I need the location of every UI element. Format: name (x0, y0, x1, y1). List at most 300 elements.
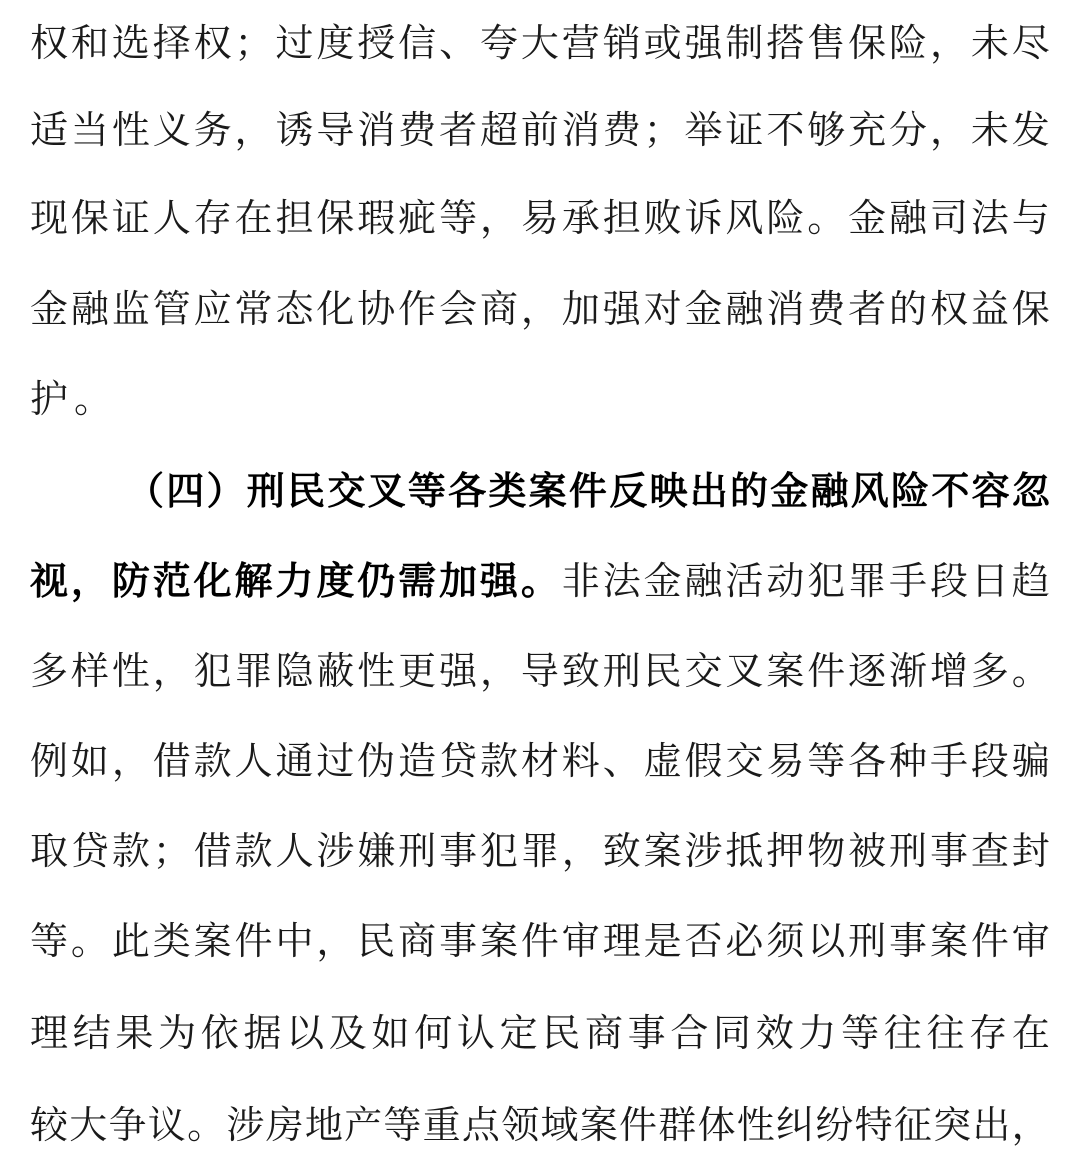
text-char: 保 (316, 196, 355, 240)
text-char: 致 (561, 649, 600, 693)
text-char: 事 (929, 829, 968, 873)
text-char: 销 (602, 21, 641, 65)
text-char: 涉 (316, 829, 355, 873)
text-char: 商 (398, 919, 437, 963)
text-char: 以 (286, 1011, 325, 1055)
text-char: 人 (152, 196, 191, 240)
text-char: 在 (1011, 1011, 1050, 1055)
text-char: 力 (798, 1011, 837, 1055)
text-char: 理 (30, 1011, 69, 1055)
text-char: 融 (810, 469, 849, 513)
text-char: 往 (926, 1011, 965, 1055)
text-char: 体 (697, 1103, 736, 1147)
text-char: 贷 (70, 829, 109, 873)
text-char: 。 (807, 196, 846, 240)
text-char: 件 (234, 919, 273, 963)
text-char: 在 (234, 196, 273, 240)
text-char: 渐 (889, 649, 928, 693)
text-char: 败 (643, 196, 682, 240)
text-char: 大 (69, 1103, 108, 1147)
text-char: 出 (689, 469, 728, 513)
text-char: 审 (1011, 919, 1050, 963)
section-heading-line-1 (30, 456, 1050, 526)
text-char: 费 (807, 287, 846, 331)
text-char: 罪 (848, 559, 887, 603)
text-char: 商 (479, 287, 518, 331)
text-char: 司 (929, 196, 968, 240)
text-char: 险 (889, 21, 928, 65)
paragraph-line-8 (30, 816, 1050, 886)
text-char: 中 (275, 919, 314, 963)
text-char: 假 (684, 739, 723, 783)
text-char: 民 (287, 469, 326, 513)
text-char: 商 (584, 1011, 623, 1055)
text-char: 常 (234, 287, 273, 331)
text-char: 适 (30, 108, 69, 152)
text-char: 案 (193, 919, 232, 963)
text-char: 件 (807, 649, 846, 693)
text-char: ； (643, 108, 682, 152)
text-char: 力 (275, 559, 314, 603)
text-char: ， (561, 829, 600, 873)
text-char: 选 (111, 21, 150, 65)
text-char: 前 (520, 108, 559, 152)
text-char: 事 (889, 919, 928, 963)
text-char: 义 (152, 108, 191, 152)
text-char: 益 (970, 287, 1009, 331)
text-char: 权 (30, 21, 69, 65)
text-char: 刑 (246, 469, 285, 513)
text-char: 贷 (439, 739, 478, 783)
text-char: 者 (439, 108, 478, 152)
text-char: 和 (70, 21, 109, 65)
text-char: 大 (520, 21, 559, 65)
text-char: 隐 (275, 649, 314, 693)
text-char: 刑 (398, 829, 437, 873)
text-char: 等 (407, 469, 446, 513)
text-char: 刑 (602, 649, 641, 693)
text-char: 段 (929, 559, 968, 603)
text-char: 理 (602, 919, 641, 963)
paragraph-line-1 (30, 8, 1050, 78)
text-char: 性 (111, 649, 150, 693)
text-char: 对 (643, 287, 682, 331)
text-char: 款 (193, 739, 232, 783)
text-char: 果 (115, 1011, 154, 1055)
text-char: 何 (414, 1011, 453, 1055)
text-char: 者 (848, 287, 887, 331)
text-char: 活 (725, 559, 764, 603)
text-char: 的 (889, 287, 928, 331)
text-char: （ (126, 469, 165, 513)
text-char: 营 (561, 21, 600, 65)
text-char: 金 (848, 196, 887, 240)
text-char: 多 (970, 649, 1009, 693)
text-char: 法 (970, 196, 1009, 240)
text-char: 种 (889, 739, 928, 783)
text-char: 度 (316, 21, 355, 65)
text-char: 多 (30, 649, 69, 693)
text-char: ， (234, 108, 273, 152)
text-char: 。 (187, 1103, 226, 1147)
text-char: 事 (627, 1011, 666, 1055)
text-char: 会 (439, 287, 478, 331)
text-char: 态 (275, 287, 314, 331)
text-char: 罪 (520, 829, 559, 873)
text-char: 售 (807, 21, 846, 65)
text-char: 犯 (479, 829, 518, 873)
text-char: 叉 (367, 469, 406, 513)
text-char: 被 (848, 829, 887, 873)
text-char: 等 (439, 196, 478, 240)
text-char: 险 (766, 196, 805, 240)
text-char: 造 (398, 739, 437, 783)
text-char: 合 (670, 1011, 709, 1055)
text-char: 趋 (1011, 559, 1050, 603)
text-char: 更 (398, 649, 437, 693)
text-char: 出 (972, 1103, 1011, 1147)
text-char: 日 (970, 559, 1009, 603)
text-char: 样 (70, 649, 109, 693)
text-char: 定 (499, 1011, 538, 1055)
text-char: 。 (1011, 649, 1050, 693)
text-char: 加 (439, 559, 478, 603)
text-char: ， (111, 739, 150, 783)
text-char: 段 (970, 739, 1009, 783)
text-char: 性 (736, 1103, 775, 1147)
text-char: 管 (152, 287, 191, 331)
text-char: 、 (439, 21, 478, 65)
text-char: 未 (970, 21, 1009, 65)
text-char: 借 (152, 739, 191, 783)
text-char: 存 (193, 196, 232, 240)
text-char: 监 (111, 287, 150, 331)
text-char: 以 (807, 919, 846, 963)
text-char: 防 (111, 559, 150, 603)
text-char: 刑 (848, 919, 887, 963)
text-char: ， (479, 196, 518, 240)
text-char: 分 (889, 108, 928, 152)
text-char: 尽 (1011, 21, 1050, 65)
text-char: 逐 (848, 649, 887, 693)
text-char: ， (479, 649, 518, 693)
text-char: 易 (520, 196, 559, 240)
text-char: ， (70, 559, 109, 603)
text-char: 通 (275, 739, 314, 783)
text-char: 诱 (275, 108, 314, 152)
text-char: 刑 (889, 829, 928, 873)
text-char: 手 (889, 559, 928, 603)
text-char: 增 (929, 649, 968, 693)
text-char: 消 (561, 108, 600, 152)
text-char: 查 (970, 829, 1009, 873)
text-char: 发 (1011, 108, 1050, 152)
text-char: 的 (729, 469, 768, 513)
text-char: 件 (568, 469, 607, 513)
text-char: 化 (193, 559, 232, 603)
text-char: 超 (479, 108, 518, 152)
text-char: 嫌 (357, 829, 396, 873)
text-char: 保 (70, 196, 109, 240)
text-char: 法 (602, 559, 641, 603)
text-char: 消 (766, 287, 805, 331)
text-char: 犯 (807, 559, 846, 603)
text-char: 务 (193, 108, 232, 152)
text-char: 涉 (226, 1103, 265, 1147)
text-char: 导 (316, 108, 355, 152)
text-char: 必 (725, 919, 764, 963)
text-char: 纷 (815, 1103, 854, 1147)
text-char: 风 (725, 196, 764, 240)
text-char: 强 (602, 287, 641, 331)
text-char: ， (316, 919, 355, 963)
text-char: 举 (684, 108, 723, 152)
text-char: 金 (643, 559, 682, 603)
text-char: 与 (1011, 196, 1050, 240)
text-char: 案 (528, 469, 567, 513)
text-char: ， (929, 21, 968, 65)
text-char: 罪 (234, 649, 273, 693)
text-char: 依 (200, 1011, 239, 1055)
text-char: 押 (766, 829, 805, 873)
text-char: 性 (111, 108, 150, 152)
text-char: 款 (479, 739, 518, 783)
text-char: 事 (439, 829, 478, 873)
text-char: 证 (111, 196, 150, 240)
text-char: 现 (30, 196, 69, 240)
text-char: 较 (30, 1103, 69, 1147)
text-char: 范 (152, 559, 191, 603)
text-char: 解 (234, 559, 273, 603)
text-char: ； (152, 829, 191, 873)
text-char: 。 (520, 559, 559, 603)
text-char: 是 (643, 919, 682, 963)
text-char: 域 (540, 1103, 579, 1147)
text-char: 视 (30, 559, 69, 603)
text-char: 导 (520, 649, 559, 693)
text-char: 强 (684, 21, 723, 65)
text-char: 抵 (725, 829, 764, 873)
text-char: 件 (970, 919, 1009, 963)
text-char: 同 (713, 1011, 752, 1055)
text-char: 等 (841, 1011, 880, 1055)
text-char: 仍 (357, 559, 396, 603)
paragraph-line-5 (30, 364, 1050, 434)
text-char: 强 (479, 559, 518, 603)
text-char: 犯 (193, 649, 232, 693)
text-char: 人 (234, 739, 273, 783)
text-char: 物 (807, 829, 846, 873)
text-char: 如 (371, 1011, 410, 1055)
text-char: 等 (807, 739, 846, 783)
paragraph-line-9 (30, 906, 1050, 976)
text-char: 保 (848, 21, 887, 65)
text-char: 强 (439, 649, 478, 693)
text-char: 借 (193, 829, 232, 873)
text-char: 重 (422, 1103, 461, 1147)
text-char: 存 (969, 1011, 1008, 1055)
text-char: 融 (725, 287, 764, 331)
text-char: 择 (152, 21, 191, 65)
text-char: 四 (166, 469, 205, 513)
text-char: 担 (275, 196, 314, 240)
text-char: 融 (889, 196, 928, 240)
text-char: ， (929, 108, 968, 152)
text-char: 融 (70, 287, 109, 331)
text-char: 产 (344, 1103, 383, 1147)
text-char: 等 (383, 1103, 422, 1147)
text-char: 或 (643, 21, 682, 65)
text-char: ； (234, 21, 273, 65)
text-char: 往 (883, 1011, 922, 1055)
text-char: ， (152, 649, 191, 693)
text-char: 权 (193, 21, 232, 65)
text-char: 如 (70, 739, 109, 783)
text-char: 蔽 (316, 649, 355, 693)
text-char: 护 (30, 377, 69, 421)
text-char: 此 (111, 919, 150, 963)
text-char: 够 (807, 108, 846, 152)
text-char: 证 (725, 108, 764, 152)
text-char: 未 (970, 108, 1009, 152)
text-char: 应 (193, 287, 232, 331)
text-char: 案 (479, 919, 518, 963)
text-char: 作 (398, 287, 437, 331)
text-char: 为 (158, 1011, 197, 1055)
text-char: 信 (398, 21, 437, 65)
text-char: 映 (649, 469, 688, 513)
text-char: 群 (658, 1103, 697, 1147)
text-char: 。 (74, 377, 113, 421)
text-char: 等 (30, 919, 69, 963)
text-char: 征 (893, 1103, 932, 1147)
text-char: 。 (70, 919, 109, 963)
text-char: ， (1011, 1103, 1050, 1147)
text-char: 取 (30, 829, 69, 873)
text-char: 料 (561, 739, 600, 783)
text-char: 效 (755, 1011, 794, 1055)
text-char: 交 (327, 469, 366, 513)
text-char: 动 (766, 559, 805, 603)
paragraph-line-3 (30, 183, 1050, 253)
text-char: 叉 (725, 649, 764, 693)
text-char: 特 (854, 1103, 893, 1147)
text-char: 民 (542, 1011, 581, 1055)
text-char: 民 (643, 649, 682, 693)
text-char: 款 (111, 829, 150, 873)
text-char: 致 (602, 829, 641, 873)
text-char: 夸 (479, 21, 518, 65)
text-char: 类 (488, 469, 527, 513)
text-char: 及 (328, 1011, 367, 1055)
text-char: 加 (561, 287, 600, 331)
text-char: 消 (357, 108, 396, 152)
text-char: 风 (850, 469, 889, 513)
text-char: 案 (643, 829, 682, 873)
text-char: 权 (929, 287, 968, 331)
text-char: 金 (770, 469, 809, 513)
text-char: 材 (520, 739, 559, 783)
text-char: 反 (609, 469, 648, 513)
text-char: 各 (848, 739, 887, 783)
text-char: 认 (456, 1011, 495, 1055)
text-char: ） (206, 469, 245, 513)
text-char: 类 (152, 919, 191, 963)
text-char: 房 (265, 1103, 304, 1147)
text-char: 款 (234, 829, 273, 873)
text-char: 化 (316, 287, 355, 331)
text-char: ， (520, 287, 559, 331)
text-char: 疵 (398, 196, 437, 240)
text-char: 搭 (766, 21, 805, 65)
text-char: 结 (72, 1011, 111, 1055)
text-char: 费 (398, 108, 437, 152)
text-char: 纠 (776, 1103, 815, 1147)
text-char: 据 (243, 1011, 282, 1055)
text-char: 案 (579, 1103, 618, 1147)
text-char: 民 (357, 919, 396, 963)
text-char: 议 (147, 1103, 186, 1147)
text-char: 涉 (684, 829, 723, 873)
text-char: 保 (1011, 287, 1050, 331)
text-char: 过 (316, 739, 355, 783)
text-char: 需 (398, 559, 437, 603)
text-char: 度 (316, 559, 355, 603)
text-char: 案 (929, 919, 968, 963)
text-char: 授 (357, 21, 396, 65)
text-char: 封 (1011, 829, 1050, 873)
text-char: 件 (520, 919, 559, 963)
text-char: 事 (439, 919, 478, 963)
text-char: 容 (971, 469, 1010, 513)
text-char: 案 (766, 649, 805, 693)
text-char: 金 (30, 287, 69, 331)
text-char: 、 (602, 739, 641, 783)
text-char: 件 (618, 1103, 657, 1147)
text-char: 不 (766, 108, 805, 152)
text-char: 交 (684, 649, 723, 693)
text-char: 承 (561, 196, 600, 240)
text-char: 协 (357, 287, 396, 331)
text-char: 交 (725, 739, 764, 783)
text-char: 过 (275, 21, 314, 65)
paragraph-line-2 (30, 95, 1050, 165)
text-char: 非 (561, 559, 600, 603)
text-char: 费 (602, 108, 641, 152)
text-char: 制 (725, 21, 764, 65)
text-char: 伪 (357, 739, 396, 783)
text-char: 担 (602, 196, 641, 240)
text-char: 骗 (1011, 739, 1050, 783)
text-char: 须 (766, 919, 805, 963)
text-char: 例 (30, 739, 69, 783)
text-char: 性 (357, 649, 396, 693)
text-char: 瑕 (357, 196, 396, 240)
paragraph-line-10 (30, 998, 1050, 1068)
text-char: 忽 (1011, 469, 1050, 513)
paragraph-line-7 (30, 726, 1050, 796)
text-char: 不 (931, 469, 970, 513)
text-char: 突 (933, 1103, 972, 1147)
text-char: 点 (461, 1103, 500, 1147)
section-heading-line-2 (30, 546, 1050, 616)
text-char: 领 (501, 1103, 540, 1147)
text-char: 易 (766, 739, 805, 783)
text-char: 手 (929, 739, 968, 783)
text-char: 地 (304, 1103, 343, 1147)
text-char: 否 (684, 919, 723, 963)
paragraph-line-4 (30, 274, 1050, 344)
